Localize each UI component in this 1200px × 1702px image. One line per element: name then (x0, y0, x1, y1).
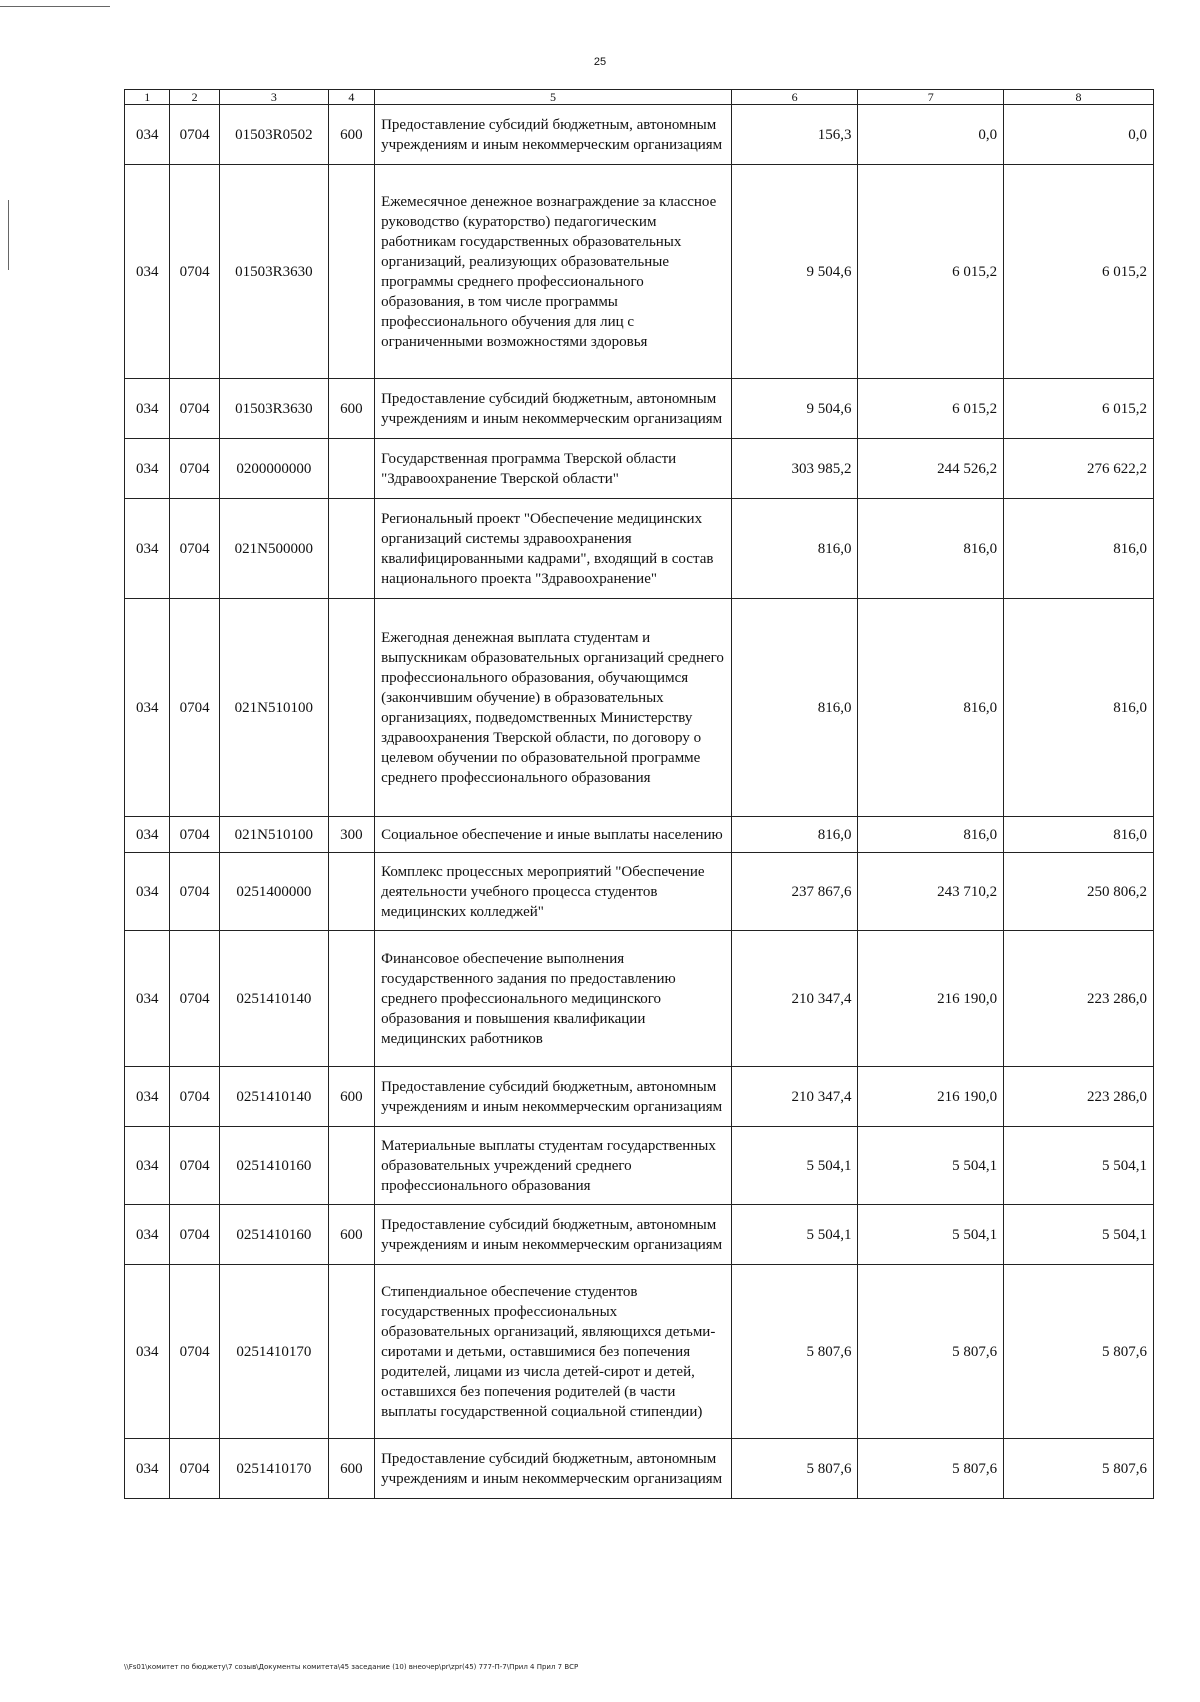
expense-type-cell: 300 (328, 817, 374, 853)
amount-column-6-cell: 5 807,6 (731, 1439, 858, 1499)
target-article-cell: 0251410160 (219, 1127, 328, 1205)
item-name-cell: Материальные выплаты студентам государственных образовательных учреждений среднего профессионального образования (375, 1127, 732, 1205)
ministry-code-cell: 034 (125, 105, 170, 165)
section-code-cell: 0704 (170, 439, 220, 499)
amount-column-8-cell: 223 286,0 (1004, 1067, 1154, 1127)
ministry-code-cell: 034 (125, 165, 170, 379)
amount-column-6-cell: 156,3 (731, 105, 858, 165)
amount-column-7-cell: 5 504,1 (858, 1205, 1004, 1265)
item-name-cell: Региональный проект "Обеспечение медицинских организаций системы здравоохранения квалифицированными кадрами", входящий в состав национального проекта "Здравоохранение" (375, 499, 732, 599)
column-number-3: 3 (219, 90, 328, 105)
amount-column-8-cell: 0,0 (1004, 105, 1154, 165)
amount-column-6-cell: 816,0 (731, 599, 858, 817)
amount-column-8-cell: 6 015,2 (1004, 165, 1154, 379)
amount-column-6-cell: 210 347,4 (731, 1067, 858, 1127)
item-name-cell: Предоставление субсидий бюджетным, автономным учреждениям и иным некоммерческим организациям (375, 105, 732, 165)
column-number-7: 7 (858, 90, 1004, 105)
table-row (125, 853, 1154, 931)
table-body (125, 105, 1154, 1499)
target-article-cell: 0251410140 (219, 931, 328, 1067)
amount-column-6-cell: 5 504,1 (731, 1205, 858, 1265)
amount-column-6-cell: 816,0 (731, 817, 858, 853)
amount-column-8-cell: 816,0 (1004, 599, 1154, 817)
table-header (125, 90, 1154, 105)
target-article-cell: 0251400000 (219, 853, 328, 931)
amount-column-6-cell: 303 985,2 (731, 439, 858, 499)
table-row (125, 599, 1154, 817)
section-code-cell: 0704 (170, 105, 220, 165)
expense-type-cell: 600 (328, 1439, 374, 1499)
ministry-code-cell: 034 (125, 439, 170, 499)
section-code-cell: 0704 (170, 817, 220, 853)
scan-line-left (8, 200, 9, 270)
ministry-code-cell: 034 (125, 817, 170, 853)
budget-table (124, 89, 1154, 1499)
item-name-cell: Комплекс процессных мероприятий "Обеспечение деятельности учебного процесса студентов медицинских колледжей" (375, 853, 732, 931)
amount-column-8-cell: 6 015,2 (1004, 379, 1154, 439)
amount-column-7-cell: 243 710,2 (858, 853, 1004, 931)
column-number-6: 6 (731, 90, 858, 105)
item-name-cell: Стипендиальное обеспечение студентов государственных профессиональных образовательных организаций, являющихся детьми-сиротами и детьми, оставшимися без попечения родителей, лицами из числа детей-сирот и детей, оставшихся без попечения родителей (в части выплаты государственной социальной стипендии) (375, 1265, 732, 1439)
amount-column-8-cell: 816,0 (1004, 499, 1154, 599)
page-number: 25 (593, 56, 607, 68)
column-number-2: 2 (170, 90, 220, 105)
amount-column-8-cell: 816,0 (1004, 817, 1154, 853)
expense-type-cell: 600 (328, 105, 374, 165)
table-row (125, 379, 1154, 439)
item-name-cell: Государственная программа Тверской области "Здравоохранение Тверской области" (375, 439, 732, 499)
amount-column-7-cell: 5 807,6 (858, 1439, 1004, 1499)
column-number-5: 5 (375, 90, 732, 105)
target-article-cell: 0251410160 (219, 1205, 328, 1265)
target-article-cell: 0251410170 (219, 1265, 328, 1439)
table-row (125, 1439, 1154, 1499)
amount-column-8-cell: 276 622,2 (1004, 439, 1154, 499)
ministry-code-cell: 034 (125, 1205, 170, 1265)
amount-column-6-cell: 9 504,6 (731, 165, 858, 379)
ministry-code-cell: 034 (125, 1067, 170, 1127)
item-name-cell: Социальное обеспечение и иные выплаты населению (375, 817, 732, 853)
target-article-cell: 021N500000 (219, 499, 328, 599)
table-row (125, 105, 1154, 165)
table-row (125, 1205, 1154, 1265)
ministry-code-cell: 034 (125, 853, 170, 931)
target-article-cell: 0251410140 (219, 1067, 328, 1127)
section-code-cell: 0704 (170, 1265, 220, 1439)
amount-column-6-cell: 9 504,6 (731, 379, 858, 439)
column-number-8: 8 (1004, 90, 1154, 105)
ministry-code-cell: 034 (125, 1127, 170, 1205)
table-row (125, 1067, 1154, 1127)
table-row (125, 1265, 1154, 1439)
section-code-cell: 0704 (170, 931, 220, 1067)
item-name-cell: Ежемесячное денежное вознаграждение за классное руководство (кураторство) педагогическим работникам государственных образовательных организаций, реализующих образовательные программы среднего профессионального образования, в том числе программы профессионального обучения для лиц с ограниченными возможностями здоровья (375, 165, 732, 379)
item-name-cell: Предоставление субсидий бюджетным, автономным учреждениям и иным некоммерческим организациям (375, 1205, 732, 1265)
section-code-cell: 0704 (170, 853, 220, 931)
table-row (125, 931, 1154, 1067)
amount-column-8-cell: 5 504,1 (1004, 1205, 1154, 1265)
amount-column-7-cell: 816,0 (858, 599, 1004, 817)
section-code-cell: 0704 (170, 599, 220, 817)
amount-column-7-cell: 244 526,2 (858, 439, 1004, 499)
header-row (125, 90, 1154, 105)
section-code-cell: 0704 (170, 379, 220, 439)
section-code-cell: 0704 (170, 1439, 220, 1499)
amount-column-7-cell: 816,0 (858, 817, 1004, 853)
amount-column-6-cell: 5 807,6 (731, 1265, 858, 1439)
expense-type-cell (328, 1265, 374, 1439)
target-article-cell: 0251410170 (219, 1439, 328, 1499)
target-article-cell: 01503R0502 (219, 105, 328, 165)
footer-file-path: \\Fs01\комитет по бюджету\7 созыв\Документы комитета\45 заседание (10) внеочер\pr\zpr(45) 777-П-7\Прил 4 Прил 7 ВСР (124, 1663, 579, 1671)
expense-type-cell (328, 853, 374, 931)
expense-type-cell (328, 439, 374, 499)
column-number-1: 1 (125, 90, 170, 105)
amount-column-7-cell: 0,0 (858, 105, 1004, 165)
amount-column-8-cell: 223 286,0 (1004, 931, 1154, 1067)
item-name-cell: Финансовое обеспечение выполнения государственного задания по предоставлению среднего профессионального медицинского образования и повышения квалификации медицинских работников (375, 931, 732, 1067)
item-name-cell: Ежегодная денежная выплата студентам и выпускникам образовательных организаций среднего профессионального образования, обучающимся (закончившим обучение) в образовательных организациях, подведомственных Министерству здравоохранения Тверской области, по договору о целевом обучении по образовательной программе среднего профессионального образования (375, 599, 732, 817)
scan-line-top (0, 6, 110, 7)
amount-column-7-cell: 5 504,1 (858, 1127, 1004, 1205)
expense-type-cell: 600 (328, 379, 374, 439)
amount-column-6-cell: 210 347,4 (731, 931, 858, 1067)
section-code-cell: 0704 (170, 1205, 220, 1265)
table-row (125, 165, 1154, 379)
amount-column-8-cell: 250 806,2 (1004, 853, 1154, 931)
section-code-cell: 0704 (170, 1127, 220, 1205)
target-article-cell: 0200000000 (219, 439, 328, 499)
expense-type-cell (328, 1127, 374, 1205)
column-number-4: 4 (328, 90, 374, 105)
amount-column-7-cell: 5 807,6 (858, 1265, 1004, 1439)
expense-type-cell (328, 599, 374, 817)
table-row (125, 817, 1154, 853)
amount-column-7-cell: 816,0 (858, 499, 1004, 599)
section-code-cell: 0704 (170, 1067, 220, 1127)
section-code-cell: 0704 (170, 499, 220, 599)
table-row (125, 499, 1154, 599)
expense-type-cell (328, 931, 374, 1067)
section-code-cell: 0704 (170, 165, 220, 379)
target-article-cell: 01503R3630 (219, 379, 328, 439)
expense-type-cell: 600 (328, 1067, 374, 1127)
ministry-code-cell: 034 (125, 499, 170, 599)
ministry-code-cell: 034 (125, 379, 170, 439)
ministry-code-cell: 034 (125, 931, 170, 1067)
amount-column-7-cell: 6 015,2 (858, 379, 1004, 439)
amount-column-7-cell: 216 190,0 (858, 931, 1004, 1067)
expense-type-cell (328, 499, 374, 599)
amount-column-6-cell: 5 504,1 (731, 1127, 858, 1205)
ministry-code-cell: 034 (125, 1265, 170, 1439)
target-article-cell: 021N510100 (219, 599, 328, 817)
amount-column-7-cell: 216 190,0 (858, 1067, 1004, 1127)
amount-column-8-cell: 5 504,1 (1004, 1127, 1154, 1205)
expense-type-cell (328, 165, 374, 379)
target-article-cell: 01503R3630 (219, 165, 328, 379)
amount-column-8-cell: 5 807,6 (1004, 1439, 1154, 1499)
item-name-cell: Предоставление субсидий бюджетным, автономным учреждениям и иным некоммерческим организациям (375, 1439, 732, 1499)
table-row (125, 1127, 1154, 1205)
amount-column-7-cell: 6 015,2 (858, 165, 1004, 379)
amount-column-6-cell: 237 867,6 (731, 853, 858, 931)
ministry-code-cell: 034 (125, 1439, 170, 1499)
amount-column-6-cell: 816,0 (731, 499, 858, 599)
ministry-code-cell: 034 (125, 599, 170, 817)
item-name-cell: Предоставление субсидий бюджетным, автономным учреждениям и иным некоммерческим организациям (375, 379, 732, 439)
target-article-cell: 021N510100 (219, 817, 328, 853)
amount-column-8-cell: 5 807,6 (1004, 1265, 1154, 1439)
expense-type-cell: 600 (328, 1205, 374, 1265)
item-name-cell: Предоставление субсидий бюджетным, автономным учреждениям и иным некоммерческим организациям (375, 1067, 732, 1127)
table-row (125, 439, 1154, 499)
